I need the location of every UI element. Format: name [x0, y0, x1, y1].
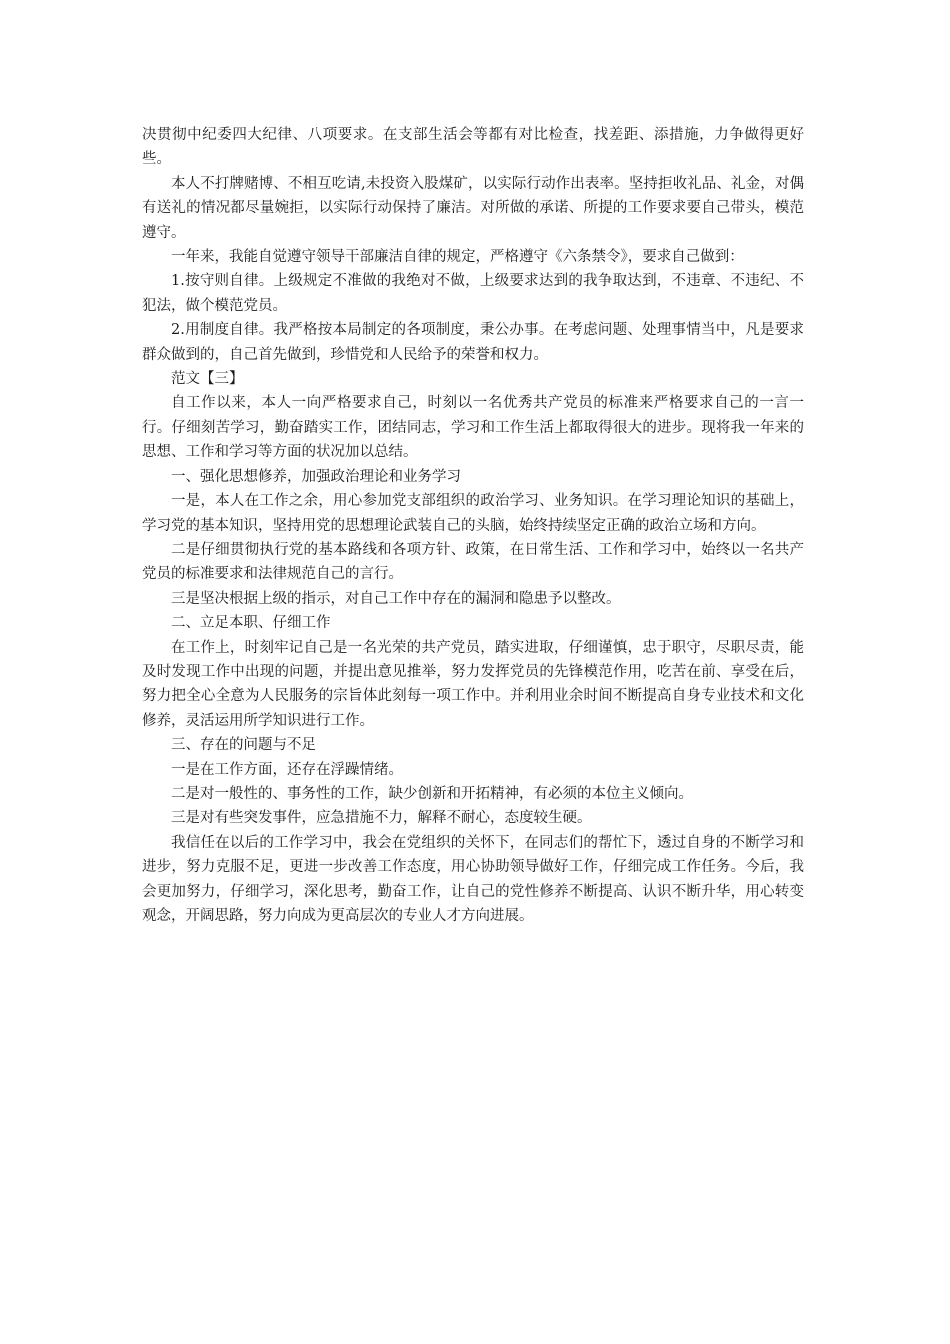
paragraph-7: 自工作以来，本人一向严格要求自己，时刻以一名优秀共产党员的标准来严格要求自己的一言一行。仔细刻苦学习，勤奋踏实工作，团结同志，学习和工作生活上都取得很大的进步。现将我一年来的思想、工作和学习等方面的状况加以总结。: [142, 395, 804, 461]
paragraph-16: 二是对一般性的、事务性的工作，缺少创新和开拓精神，有必须的本位主义倾向。: [171, 785, 693, 802]
paragraph-15: 一是在工作方面，还存在浮躁情绪。: [171, 761, 403, 778]
section-heading-1: 一、强化思想修养，加强政治理论和业务学习: [171, 468, 461, 485]
section-title-example-3: 范文【三】: [171, 371, 244, 388]
paragraph-10: 二是仔细贯彻执行党的基本路线和各项方针、政策，在日常生活、工作和学习中，始终以一名共产党员的标准要求和法律规范自己的言行。: [142, 541, 804, 583]
section-heading-2: 二、立足本职、仔细工作: [171, 615, 331, 632]
paragraph-17: 三是对有些突发事件，应急措施不力，解释不耐心，态度较生硬。: [171, 810, 592, 827]
paragraph-1: 决贯彻中纪委四大纪律、八项要求。在支部生活会等都有对比检查，找差距、添措施，力争做得更好些。: [142, 127, 804, 168]
paragraph-13: 在工作上，时刻牢记自己是一名光荣的共产党员，踏实进取，仔细谨慎，忠于职守，尽职尽责，能及时发现工作中出现的问题，并提出意见推举，努力发挥党员的先锋模范作用，吃苦在前、享受在后，努力把全心全意为人民服务的宗旨体此刻每一项工作中。并利用业余时间不断提高自身专业技术和文化修养，灵活运用所学知识进行工作。: [142, 639, 804, 729]
paragraph-4: 1.按守则自律。上级规定不准做的我绝对不做，上级要求达到的我争取达到，不违章、不违纪、不犯法，做个模范党员。: [142, 273, 804, 314]
section-heading-3: 三、存在的问题与不足: [171, 737, 316, 754]
paragraph-3: 一年来，我能自觉遵守领导干部廉洁自律的规定，严格遵守《六条禁令》，要求自己做到：: [171, 249, 744, 266]
paragraph-5: 2.用制度自律。我严格按本局制定的各项制度，秉公办事。在考虑问题、处理事情当中，凡是要求群众做到的，自己首先做到，珍惜党和人民给予的荣誉和权力。: [142, 322, 804, 363]
paragraph-2: 本人不打牌赌博、不相互吃请,未投资入股煤矿，以实际行动作出表率。坚持拒收礼品、礼金，对偶有送礼的情况都尽量婉拒，以实际行动保持了廉洁。对所做的承诺、所提的工作要求要自己带头，模范遵守。: [142, 175, 804, 241]
paragraph-11: 三是坚决根据上级的指示，对自己工作中存在的漏洞和隐患予以整改。: [171, 590, 621, 607]
paragraph-9: 一是，本人在工作之余，用心参加党支部组织的政治学习、业务知识。在学习理论知识的基础上，学习党的基本知识，坚持用党的思想理论武装自己的头脑，始终持续坚定正确的政治立场和方向。: [142, 493, 804, 534]
document-page: [142, 123, 804, 928]
paragraph-18: 我信任在以后的工作学习中，我会在党组织的关怀下，在同志们的帮忙下，透过自身的不断学习和进步，努力克服不足，更进一步改善工作态度，用心协助领导做好工作，仔细完成工作任务。今后，我会更加努力，仔细学习，深化思考，勤奋工作，让自己的党性修养不断提高、认识不断升华，用心转变观念，开阔思路，努力向成为更高层次的专业人才方向进展。: [142, 834, 804, 924]
